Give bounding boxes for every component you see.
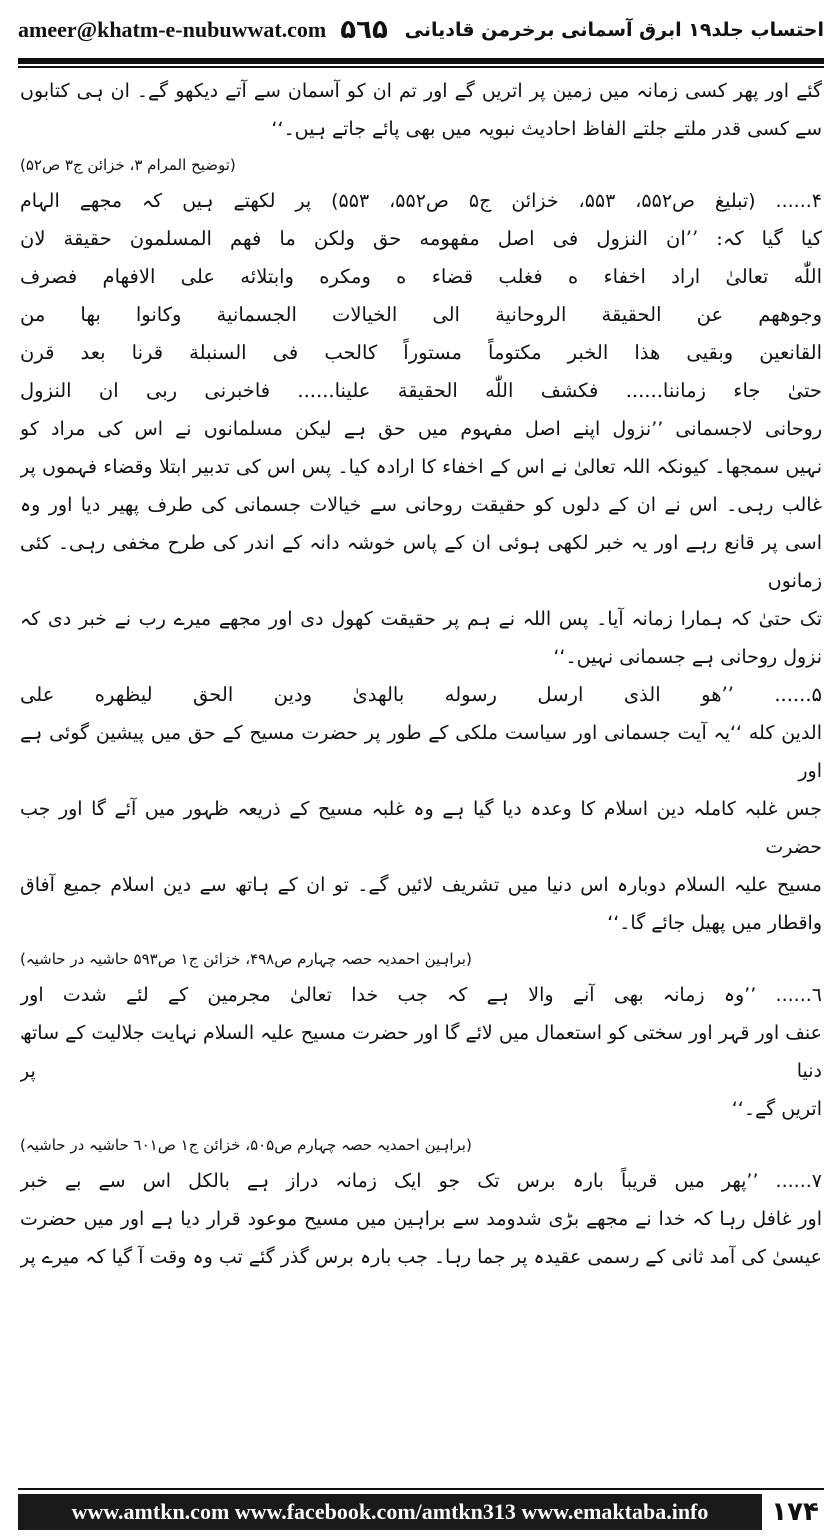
text-line-11: نہیں سمجھا۔ کیونکہ اللہ تعالیٰ نے اس کے اخفاء کا ارادہ کیا۔ پس اس کی تدبیر ابتلا وقضاء فہموں پر bbox=[20, 456, 822, 478]
reference-2: (براہین احمدیہ حصہ چہارم ص۴۹۸، خزائن ج۱ ص۵۹۳ حاشیہ در حاشیہ) bbox=[20, 950, 472, 968]
text-line-17: الدین کله ‘‘یہ آیت جسمانی اور سیاست ملکی کے طور پر حضرت مسیح کے حق میں پیشین گوئی ہے اور bbox=[20, 722, 822, 782]
arabic-line-3: وجوههم عن الحقیقة الروحانیة الی الخیالات الجسمانیة وکانوا بها من bbox=[20, 303, 822, 326]
header-rule-thin bbox=[18, 66, 824, 68]
text-line-1: گئے اور پھر کسی زمانہ میں زمین پر اتریں گے اور تم ان کو آسمان سے آتے دیکھو گے۔ ان ہی کتابوں bbox=[20, 80, 822, 102]
text-line-19: مسیح علیہ السلام دوبارہ اس دنیا میں تشریف لائیں گے۔ تو ان کے ہاتھ سے دین اسلام جمیع آفاق bbox=[20, 874, 822, 896]
text-line-22: ٦...... ’’وہ زمانہ بھی آنے والا ہے کہ جب خدا تعالیٰ مجرمین کے لئے شدت اور bbox=[20, 984, 822, 1006]
arabic-line-1: کیا گیا کہ: ’’ان النزول فی اصل مفهومه حق ولکن ما فهم المسلمون حقیقة لان bbox=[20, 227, 822, 250]
footer-urls: www.amtkn.com www.facebook.com/amtkn313 www.emaktaba.info bbox=[18, 1494, 762, 1530]
header-email: ameer@khatm-e-nubuwwat.com bbox=[18, 17, 327, 42]
header-rule-thick bbox=[18, 58, 824, 64]
text-line-27: اور غافل رہا کہ خدا نے مجھے بڑی شدومد سے براہین میں مسیح موعود قرار دیا ہے اور میں حضرت bbox=[20, 1208, 822, 1230]
text-line-14: تک حتیٰ کہ ہمارا زمانہ آیا۔ پس اللہ نے ہم پر حقیقت کھول دی اور مجھے میرے رب نے خبر دی کہ bbox=[20, 608, 822, 630]
text-line-4: ۴...... (تبلیغ ص۵۵۲، ۵۵۳، خزائن ج۵ ص۵۵۲، ۵۵۳) پر لکھتے ہیں کہ مجھے الہام bbox=[20, 190, 822, 212]
header-page-number: ۵٦۵ bbox=[340, 15, 388, 45]
text-line-18: جس غلبہ کاملہ دین اسلام کا وعدہ دیا گیا ہے وہ غلبہ مسیح کے ذریعہ ظہور میں آئے گا اور جب حضرت bbox=[20, 798, 822, 858]
reference-1: (توضیح المرام ۳، خزائن ج۳ ص۵۲) bbox=[20, 156, 236, 174]
reference-3: (براہین احمدیہ حصہ چہارم ص۵۰۵، خزائن ج۱ ص٦۰۱ حاشیہ در حاشیہ) bbox=[20, 1136, 472, 1154]
page-body bbox=[20, 72, 822, 1478]
arabic-line-6: ۵...... ’’هو الذی ارسل رسوله بالهدیٰ ودین الحق لیظهره علی bbox=[20, 683, 822, 706]
arabic-line-2: اللّٰه تعالیٰ اراد اخفاء ه فغلب قضاء ه ومکره وابتلائه علی الافهام فصرف bbox=[20, 265, 822, 288]
arabic-line-5: حتیٰ جاء زماننا...... فکشف اللّٰه الحقیقة علینا...... فاخبرنی ربی ان النزول bbox=[20, 379, 822, 402]
text-line-20: واقطار میں پھیل جائے گا۔‘‘ bbox=[607, 912, 822, 934]
header-book-title: احتساب جلد۱۹ ابرق آسمانی برخرمن قادیانی bbox=[404, 19, 824, 41]
text-line-23: عنف اور قہر اور سختی کو استعمال میں لائے گا اور حضرت مسیح علیہ السلام نہایت جلالیت کے ساتھ دنیا پر bbox=[20, 1022, 822, 1082]
text-line-2: سے کسی قدر ملتے جلتے الفاظ احادیث نبویہ میں بھی پائے جاتے ہیں۔‘‘ bbox=[271, 118, 822, 140]
text-line-24: اتریں گے۔‘‘ bbox=[731, 1098, 822, 1120]
text-line-12: غالب رہی۔ اس نے ان کے دلوں کو حقیقت روحانی سے خیالات جسمانی کی طرف پھیر دیا اور وہ bbox=[20, 494, 822, 516]
header-left bbox=[18, 15, 388, 45]
page-header bbox=[18, 6, 824, 54]
text-line-13: اسی پر قانع رہے اور یہ خبر لکھی ہوئی ان کے پاس خوشہ دانہ کے اندر کی طرح مخفی رہی۔ کئی زمانوں bbox=[20, 532, 822, 592]
text-line-28: عیسیٰ کی آمد ثانی کے رسمی عقیدہ پر جما رہا۔ جب بارہ برس گذر گئے تب وہ وقت آ گیا کہ میرے پر bbox=[20, 1246, 822, 1268]
text-line-10: روحانی لاجسمانی ’’نزول اپنے اصل مفہوم میں حق ہے لیکن مسلمانوں نے اس کی مراد کو bbox=[20, 418, 822, 440]
text-line-15: نزول روحانی ہے جسمانی نہیں۔‘‘ bbox=[553, 646, 822, 668]
text-line-26: ۷...... ’’پھر میں قریباً بارہ برس تک جو ایک زمانہ دراز ہے بالکل اس سے بے خبر bbox=[20, 1170, 822, 1192]
arabic-line-4: القانعین وبقیی هذا الخبر مکتوماً مستوراً کالحب فی السنبلة قرنا بعد قرن bbox=[20, 341, 822, 364]
page-footer bbox=[18, 1486, 824, 1534]
footer-rule bbox=[18, 1488, 824, 1490]
footer-folio-number: ۱۷۴ bbox=[771, 1497, 819, 1527]
